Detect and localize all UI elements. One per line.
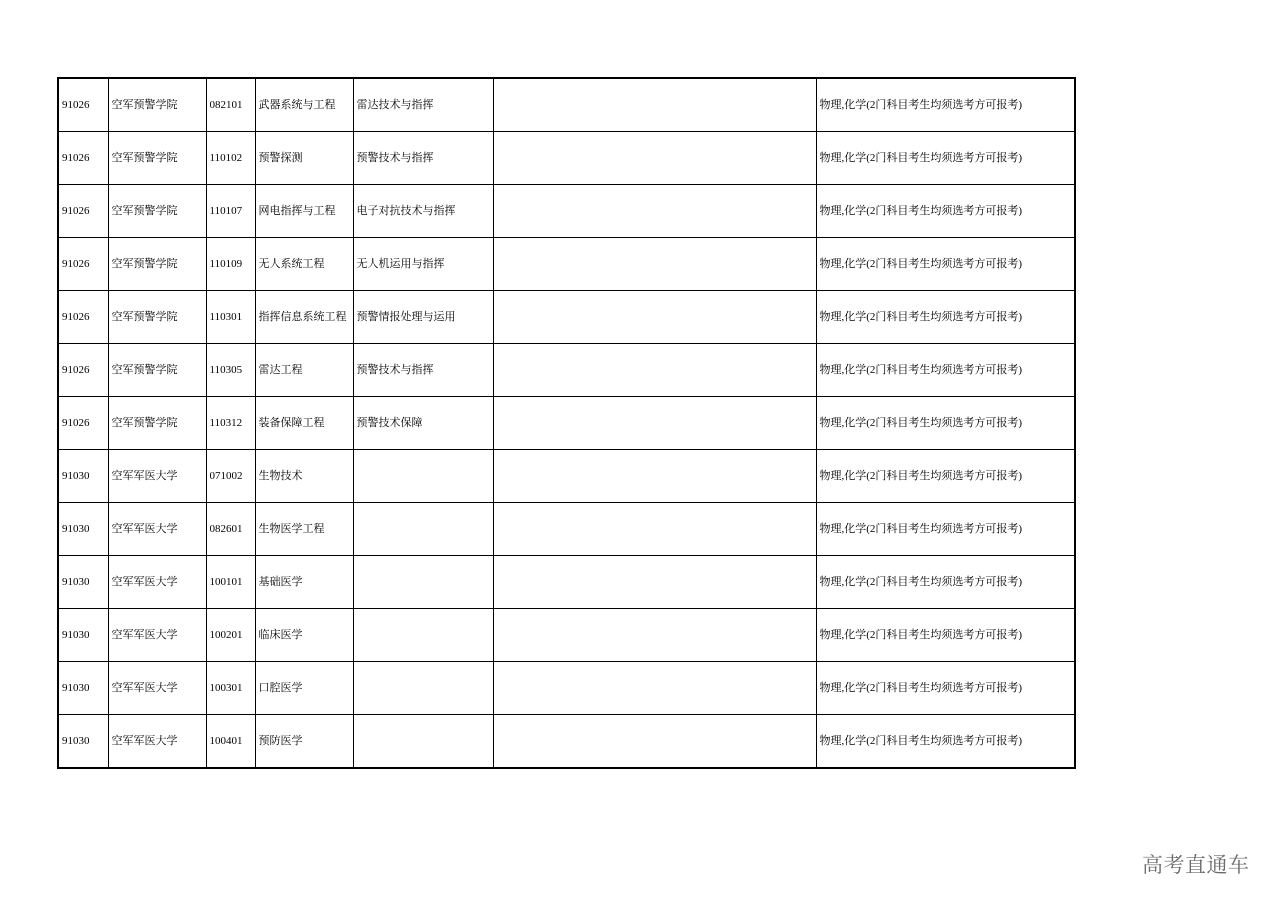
cell-major: 指挥信息系统工程 xyxy=(255,291,353,344)
cell-remark xyxy=(493,715,816,769)
cell-school: 空军军医大学 xyxy=(108,450,206,503)
cell-major: 无人系统工程 xyxy=(255,238,353,291)
cell-requirement: 物理,化学(2门科目考生均须选考方可报考) xyxy=(816,397,1075,450)
cell-requirement: 物理,化学(2门科目考生均须选考方可报考) xyxy=(816,185,1075,238)
table-row xyxy=(58,397,1075,450)
cell-remark xyxy=(493,397,816,450)
cell-remark xyxy=(493,291,816,344)
table-row xyxy=(58,503,1075,556)
cell-school-code: 91030 xyxy=(58,556,108,609)
cell-school-code: 91026 xyxy=(58,132,108,185)
cell-major-code: 100401 xyxy=(206,715,255,769)
cell-major-code: 071002 xyxy=(206,450,255,503)
cell-direction: 电子对抗技术与指挥 xyxy=(353,185,493,238)
cell-requirement: 物理,化学(2门科目考生均须选考方可报考) xyxy=(816,609,1075,662)
cell-direction xyxy=(353,503,493,556)
table-row xyxy=(58,662,1075,715)
cell-requirement: 物理,化学(2门科目考生均须选考方可报考) xyxy=(816,344,1075,397)
cell-major-code: 082601 xyxy=(206,503,255,556)
cell-major: 预警探测 xyxy=(255,132,353,185)
cell-school-code: 91030 xyxy=(58,715,108,769)
cell-school: 空军预警学院 xyxy=(108,397,206,450)
cell-school: 空军预警学院 xyxy=(108,344,206,397)
cell-major-code: 110102 xyxy=(206,132,255,185)
table-row xyxy=(58,291,1075,344)
cell-major: 预防医学 xyxy=(255,715,353,769)
cell-school: 空军预警学院 xyxy=(108,185,206,238)
cell-direction xyxy=(353,450,493,503)
cell-requirement: 物理,化学(2门科目考生均须选考方可报考) xyxy=(816,715,1075,769)
cell-school: 空军军医大学 xyxy=(108,715,206,769)
cell-remark xyxy=(493,450,816,503)
cell-direction: 雷达技术与指挥 xyxy=(353,78,493,132)
cell-school-code: 91026 xyxy=(58,185,108,238)
cell-direction xyxy=(353,715,493,769)
cell-school: 空军预警学院 xyxy=(108,132,206,185)
cell-school-code: 91026 xyxy=(58,397,108,450)
cell-requirement: 物理,化学(2门科目考生均须选考方可报考) xyxy=(816,450,1075,503)
cell-requirement: 物理,化学(2门科目考生均须选考方可报考) xyxy=(816,78,1075,132)
cell-major: 基础医学 xyxy=(255,556,353,609)
cell-major-code: 110109 xyxy=(206,238,255,291)
cell-school: 空军预警学院 xyxy=(108,291,206,344)
cell-major: 武器系统与工程 xyxy=(255,78,353,132)
cell-direction: 预警技术保障 xyxy=(353,397,493,450)
cell-remark xyxy=(493,662,816,715)
table-row xyxy=(58,715,1075,769)
cell-school: 空军军医大学 xyxy=(108,609,206,662)
cell-requirement: 物理,化学(2门科目考生均须选考方可报考) xyxy=(816,132,1075,185)
cell-school: 空军军医大学 xyxy=(108,503,206,556)
cell-direction: 预警技术与指挥 xyxy=(353,132,493,185)
cell-major-code: 082101 xyxy=(206,78,255,132)
cell-direction: 无人机运用与指挥 xyxy=(353,238,493,291)
cell-remark xyxy=(493,503,816,556)
cell-direction: 预警情报处理与运用 xyxy=(353,291,493,344)
watermark-text: 高考直通车 xyxy=(1142,853,1250,877)
cell-school-code: 91030 xyxy=(58,503,108,556)
table-row xyxy=(58,556,1075,609)
cell-direction xyxy=(353,556,493,609)
table-row xyxy=(58,450,1075,503)
cell-major-code: 110305 xyxy=(206,344,255,397)
cell-major-code: 110301 xyxy=(206,291,255,344)
cell-school: 空军军医大学 xyxy=(108,556,206,609)
cell-remark xyxy=(493,132,816,185)
cell-school-code: 91026 xyxy=(58,78,108,132)
cell-major: 网电指挥与工程 xyxy=(255,185,353,238)
cell-major: 口腔医学 xyxy=(255,662,353,715)
cell-school: 空军预警学院 xyxy=(108,78,206,132)
cell-direction xyxy=(353,609,493,662)
cell-remark xyxy=(493,344,816,397)
cell-school-code: 91030 xyxy=(58,450,108,503)
cell-school-code: 91030 xyxy=(58,662,108,715)
cell-school: 空军预警学院 xyxy=(108,238,206,291)
cell-requirement: 物理,化学(2门科目考生均须选考方可报考) xyxy=(816,662,1075,715)
table-row xyxy=(58,609,1075,662)
cell-requirement: 物理,化学(2门科目考生均须选考方可报考) xyxy=(816,238,1075,291)
table-row xyxy=(58,344,1075,397)
cell-remark xyxy=(493,238,816,291)
enrollment-table xyxy=(57,77,1076,769)
cell-requirement: 物理,化学(2门科目考生均须选考方可报考) xyxy=(816,503,1075,556)
cell-requirement: 物理,化学(2门科目考生均须选考方可报考) xyxy=(816,556,1075,609)
cell-major-code: 100301 xyxy=(206,662,255,715)
cell-requirement: 物理,化学(2门科目考生均须选考方可报考) xyxy=(816,291,1075,344)
cell-major: 生物医学工程 xyxy=(255,503,353,556)
cell-major-code: 110107 xyxy=(206,185,255,238)
cell-major: 雷达工程 xyxy=(255,344,353,397)
cell-remark xyxy=(493,185,816,238)
cell-school: 空军军医大学 xyxy=(108,662,206,715)
cell-school-code: 91026 xyxy=(58,238,108,291)
cell-major: 临床医学 xyxy=(255,609,353,662)
cell-major: 装备保障工程 xyxy=(255,397,353,450)
cell-direction: 预警技术与指挥 xyxy=(353,344,493,397)
cell-remark xyxy=(493,609,816,662)
cell-school-code: 91026 xyxy=(58,291,108,344)
cell-school-code: 91030 xyxy=(58,609,108,662)
cell-direction xyxy=(353,662,493,715)
cell-major: 生物技术 xyxy=(255,450,353,503)
cell-remark xyxy=(493,556,816,609)
table-row xyxy=(58,185,1075,238)
cell-major-code: 110312 xyxy=(206,397,255,450)
cell-major-code: 100101 xyxy=(206,556,255,609)
table-row xyxy=(58,78,1075,132)
table-row xyxy=(58,238,1075,291)
table-row xyxy=(58,132,1075,185)
cell-school-code: 91026 xyxy=(58,344,108,397)
cell-remark xyxy=(493,78,816,132)
cell-major-code: 100201 xyxy=(206,609,255,662)
table-body xyxy=(58,78,1075,768)
